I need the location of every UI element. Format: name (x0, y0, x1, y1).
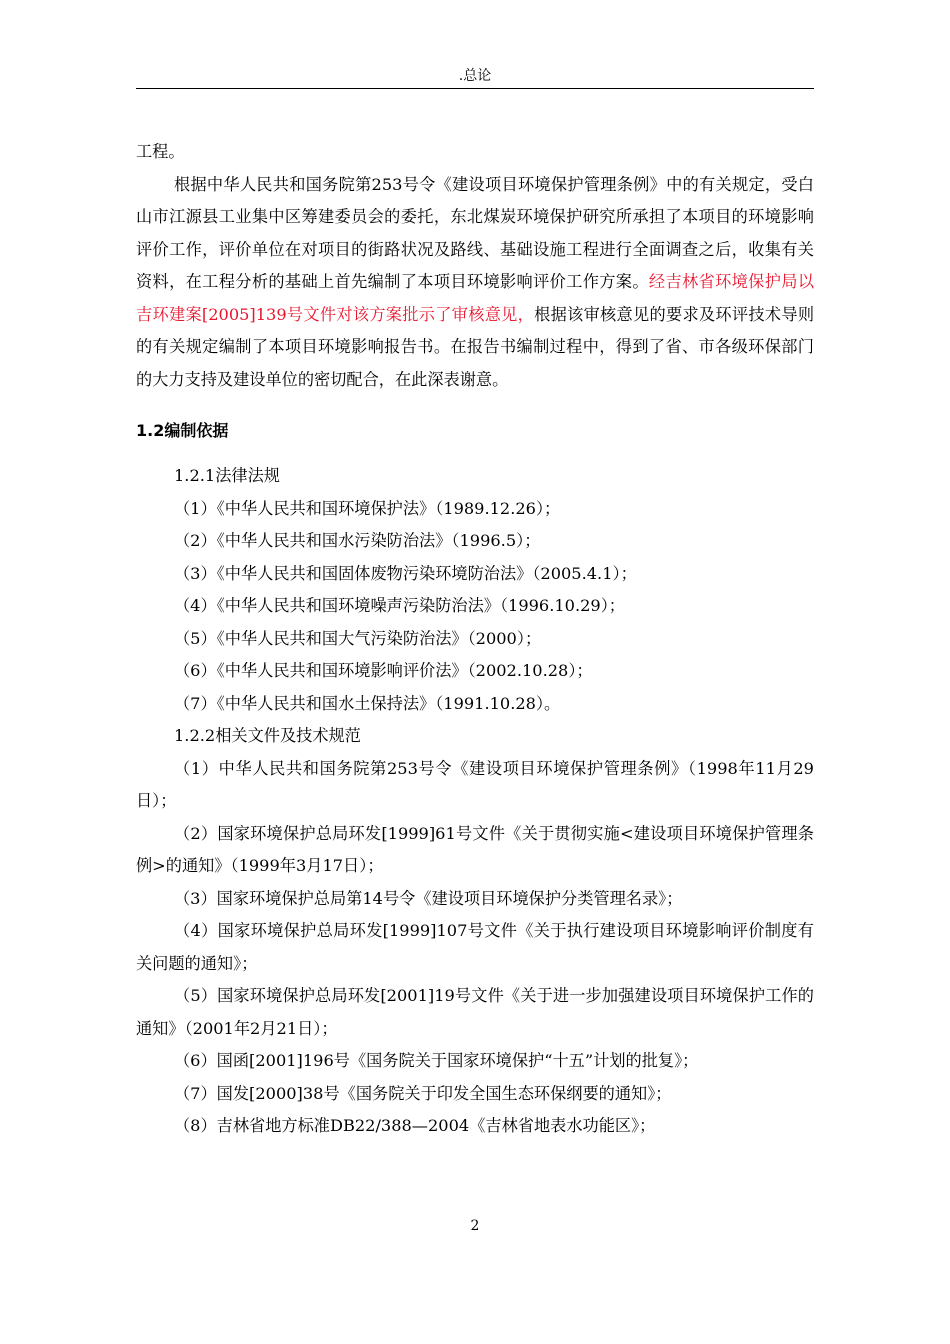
law-item: （1）《中华人民共和国环境保护法》（1989.12.26）； (174, 498, 561, 518)
page-header: .总论 (458, 68, 492, 84)
doc-item: （5）国家环境保护总局环发[2001]19号文件《关于进一步加强建设项目环境保护工作的通知》（2001年2月21日）； (136, 986, 814, 1038)
doc-item: （2）国家环境保护总局环发[1999]61号文件《关于贯彻实施<建设项目环境保护管理条例>的通知》（1999年3月17日）； (136, 823, 814, 875)
highlighted-approval-text: 经吉林省环境保护局以吉环建案[2005]139号文件对该方案批示了审核意见， (136, 272, 815, 324)
law-item: （3）《中华人民共和国固体废物污染环境防治法》（2005.4.1）； (174, 563, 637, 583)
intro-line: 工程。 (136, 142, 185, 161)
intro-text-end: 根据该审核意见的要求及环评技术导则的有关规定编制了本项目环境影响报告书。在报告书编制过程中，得到了省、市各级环保部门的大力支持及建设单位的密切配合，在此深表谢意。 (136, 304, 815, 389)
doc-item: （8）吉林省地方标准DB22/388—2004《吉林省地表水功能区》； (174, 1116, 656, 1135)
intro-text-start: 根据中华人民共和国务院第253号令《建设项目环境保护管理条例》中的有关规定，受白山市江源县工业集中区筹建委员会的委托，东北煤炭环境保护研究所承担了本项目的环境影响评价工作，评价单位在对项目的街路状况及路线、基础设施工程进行全面调查之后，收集有关资料，在工程分析的基础上首先编制了本项目环境影响评价工作方案。 (136, 174, 814, 291)
law-item: （2）《中华人民共和国水污染防治法》（1996.5）； (174, 531, 541, 550)
law-item: （6）《中华人民共和国环境影响评价法》（2002.10.28）； (174, 661, 593, 680)
doc-item: （3）国家环境保护总局第14号令《建设项目环境保护分类管理名录》； (174, 888, 683, 908)
law-item: （5）《中华人民共和国大气污染防治法》（2000）； (174, 628, 542, 648)
section-heading: 1.2编制依据 (136, 421, 229, 440)
doc-item: （7）国发[2000]38号《国务院关于印发全国生态环保纲要的通知》； (174, 1083, 672, 1103)
docs-subheading: 1.2.2相关文件及技术规范 (174, 726, 361, 745)
header-divider (136, 88, 814, 89)
page-number: 2 (470, 1218, 480, 1234)
laws-subheading: 1.2.1法律法规 (174, 466, 280, 485)
intro-paragraph (136, 169, 814, 397)
law-item: （4）《中华人民共和国环境噪声污染防治法》（1996.10.29）； (174, 596, 625, 615)
doc-item: （1）中华人民共和国务院第253号令《建设项目环境保护管理条例》（1998年11月29日）； (136, 758, 814, 810)
law-item: （7）《中华人民共和国水土保持法》（1991.10.28）。 (174, 693, 561, 713)
doc-item: （6）国函[2001]196号《国务院关于国家环境保护“十五”计划的批复》； (174, 1051, 699, 1070)
document-body (136, 136, 814, 1143)
doc-item: （4）国家环境保护总局环发[1999]107号文件《关于执行建设项目环境影响评价制度有关问题的通知》； (136, 921, 814, 973)
